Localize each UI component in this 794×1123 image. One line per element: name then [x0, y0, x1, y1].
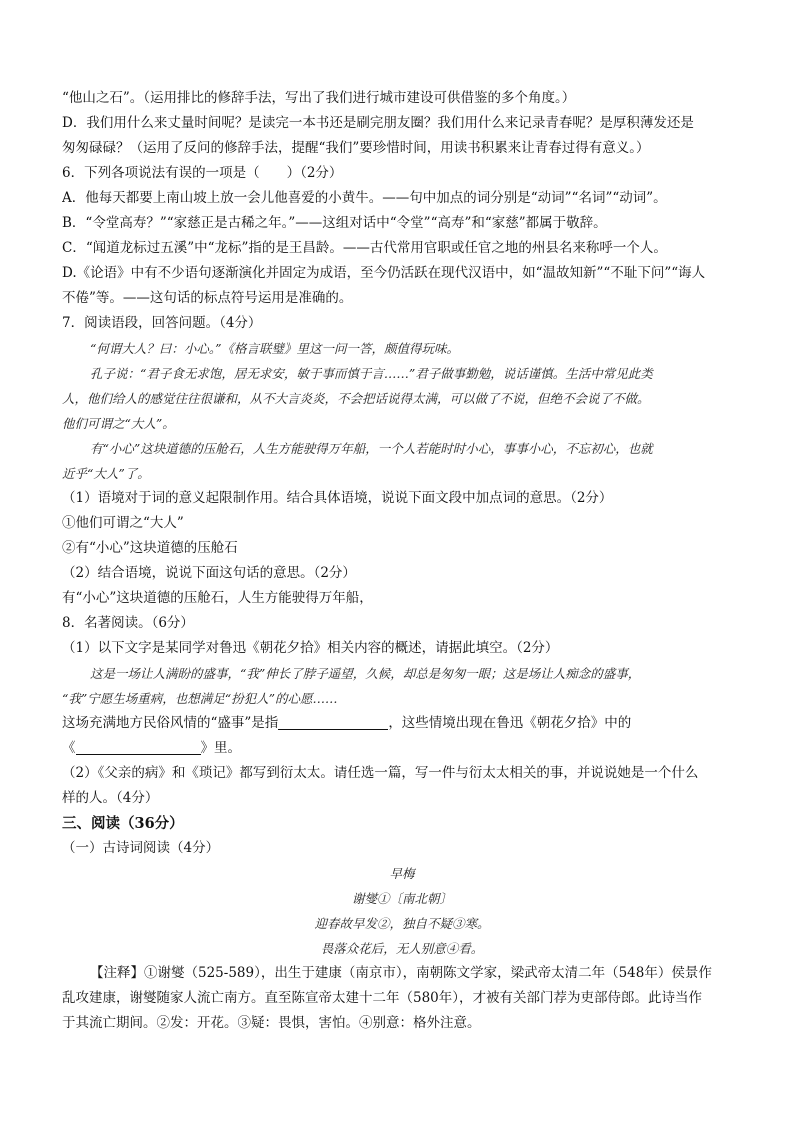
passage-line: “何谓大人？曰：小心。”《格言联璧》里这一问一答，颇值得玩味。 [90, 341, 460, 356]
answer-blank[interactable] [76, 738, 201, 755]
subsection-heading: （一）古诗词阅读（4分） [62, 840, 220, 856]
option-b: B．“令堂高寿？”“家慈正是古稀之年。”——这组对话中“令堂”“高寿”和“家慈”都属于敬辞。 [62, 215, 607, 231]
option-d: D.《论语》中有不少语句逐渐演化并固定为成语，至今仍活跃在现代汉语中，如“温故知新”“不耻下问”“诲人 [62, 265, 706, 281]
text-line: 匆匆碌碌？（运用了反问的修辞手法，提醒“我们”要珍惜时间，用读书积累来让青春过得有意义。） [62, 140, 650, 156]
option-a: A．他每天都要上南山坡上放一会儿他喜爱的小黄牛。——句中加点的词分别是“动词”“名词”“动词”。 [62, 190, 667, 206]
sub-item: ②有“小心”这块道德的压舱石 [62, 540, 238, 556]
annotation: 于其流亡期间。②发：开花。③疑：畏惧，害怕。④别意：格外注意。 [62, 1015, 481, 1031]
sub-question-cont: 样的人。（4分） [62, 790, 159, 806]
passage-line: “我”宁愿生场重病，也想满足“扮犯人”的心愿…… [62, 691, 338, 706]
question-7: 7．阅读语段，回答问题。（4分） [62, 315, 262, 331]
sub-question: （1）语境对于词的意义起限制作用。结合具体语境，说说下面文段中加点词的意思。（2分） [62, 490, 613, 506]
passage-line: 他们可谓之“大人”。 [62, 416, 175, 431]
answer-blank[interactable] [278, 713, 388, 730]
sub-question: （1）以下文字是某同学对鲁迅《朝花夕拾》相关内容的概述，请据此填空。（2分） [62, 640, 559, 656]
quoted-sentence: 有“小心”这块道德的压舱石，人生方能驶得万年船， [62, 590, 373, 606]
question-6: 6．下列各项说法有误的一项是（ ）（2分） [62, 165, 343, 181]
passage-line: 这是一场让人满盼的盛事，“我”伸长了脖子遥望，久候，却总是匆匆一眼；这是场让人痴念的盛事， [90, 666, 641, 681]
fill-text: 》里。 [200, 740, 241, 756]
option-c: C．“闻道龙标过五溪”中“龙标”指的是王昌龄。——古代常用官职或任官之地的州县名来称呼一个人。 [62, 240, 667, 256]
fill-text: 《 [62, 740, 76, 756]
exam-page [62, 86, 742, 1036]
text-line: “他山之石”。（运用排比的修辞手法，写出了我们进行城市建设可供借鉴的多个角度。） [62, 90, 576, 106]
annotation: 【注释】①谢燮（525-589），出生于建康（南京市），南朝陈文学家，梁武帝太清二年（548年）侯景作 [90, 965, 712, 981]
passage-line: 有“小心”这块道德的压舱石，人生方能驶得万年船，一个人若能时时小心，事事小心，不忘初心，也就 [90, 441, 653, 456]
annotation: 乱攻建康，谢燮随家人流亡南方。直至陈宣帝太建十二年（580年），才被有关部门荐为吏部侍郎。此诗当作 [62, 990, 703, 1006]
poem-title: 早梅 [389, 866, 415, 881]
passage-line: 近乎“大人”了。 [62, 466, 150, 481]
sub-question: （2）《父亲的病》和《琐记》都写到衍太太。请任选一篇，写一件与衍太太相关的事，并说说她是一个什么 [62, 765, 699, 781]
poem-line: 畏落众花后，无人别意④看。 [320, 941, 484, 956]
fill-text: 这场充满地方民俗风情的“盛事”是指 [62, 715, 279, 731]
passage-line: 孔子说：“君子食无求饱，居无求安，敏于事而慎于言……”君子做事勤勉，说话谨慎。生活中常见此类 [90, 366, 653, 381]
poem-line: 迎春故早发②，独自不疑③寒。 [314, 916, 490, 931]
option-d-cont: 不倦”等。——这句话的标点符号运用是准确的。 [62, 290, 353, 306]
question-8: 8．名著阅读。（6分） [62, 615, 194, 631]
poem-author: 谢燮①〔南北朝〕 [351, 891, 452, 906]
fill-text: ，这些情境出现在鲁迅《朝花夕拾》中的 [388, 715, 632, 731]
passage-line: 人，他们给人的感觉往往很谦和，从不大言炎炎，不会把话说得太满，可以做了不说，但绝不会说了不做。 [62, 391, 650, 406]
sub-item: ①他们可谓之“大人” [62, 515, 184, 531]
fill-line-1 [62, 711, 742, 736]
section-heading: 三、阅读（36分） [62, 815, 184, 832]
fill-line-2 [62, 736, 742, 761]
sub-question: （2）结合语境，说说下面这句话的意思。（2分） [62, 565, 356, 581]
text-line: D．我们用什么来丈量时间呢？是读完一本书还是刷完朋友圈？我们用什么来记录青春呢？是厚积薄发还是 [62, 115, 694, 131]
